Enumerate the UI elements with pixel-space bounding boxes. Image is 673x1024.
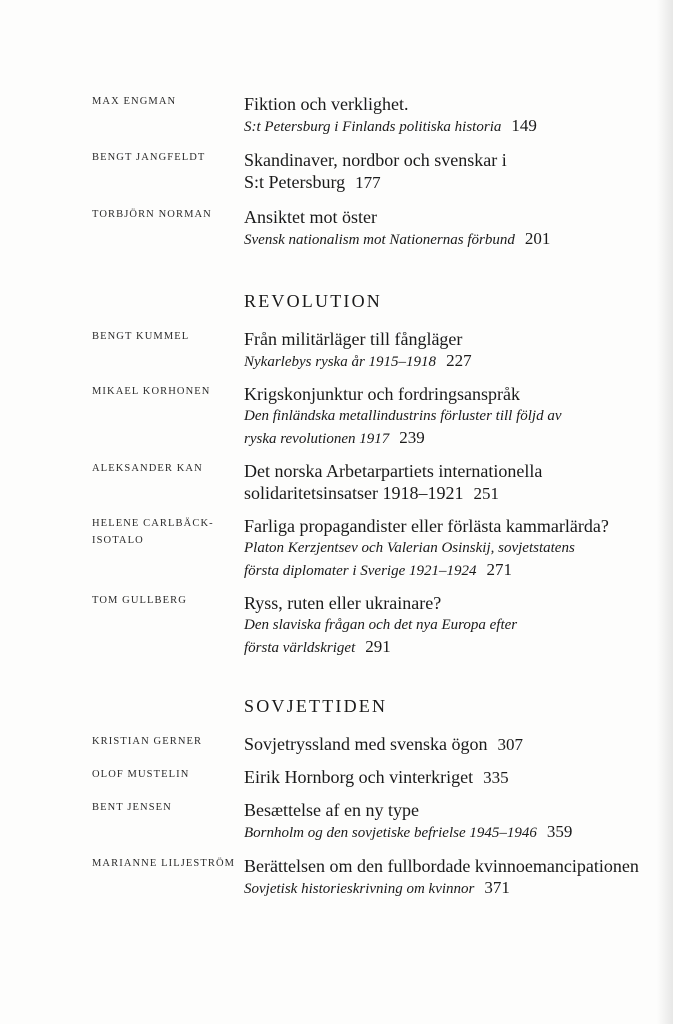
entry-author: BENGT JANGFELDT <box>92 152 206 163</box>
entry-page-number: 271 <box>486 560 512 579</box>
entry-author: OLOF MUSTELIN <box>92 769 190 780</box>
entry-page-number: 371 <box>484 878 510 897</box>
entry-title: Krigskonjunktur och fordringsanspråk <box>244 384 520 404</box>
entry-title: Från militärläger till fångläger <box>244 329 463 349</box>
entry-author-line2: ISOTALO <box>92 535 144 546</box>
entry-author: TOM GULLBERG <box>92 595 187 606</box>
entry-title: Berättelsen om den fullbordade kvinnoemancipationen <box>244 856 639 876</box>
entry-subtitle: Svensk nationalism mot Nationernas förbund <box>244 232 515 248</box>
entry-title: Fiktion och verklighet. <box>244 94 409 114</box>
entry-title-line2: S:t Petersburg <box>244 172 346 192</box>
entry-subtitle: Sovjetisk historieskrivning om kvinnor <box>244 881 475 897</box>
entry-page-number: 239 <box>399 428 425 447</box>
entry-page-number: 335 <box>483 768 509 787</box>
entry-subtitle: Den slaviska frågan och det nya Europa efter <box>244 617 518 633</box>
entry-title: Eirik Hornborg och vinterkriget <box>244 767 474 787</box>
entry-author: BENGT KUMMEL <box>92 331 190 342</box>
entry-author: MARIANNE LILJESTRÖM <box>92 858 236 869</box>
entry-page-number: 149 <box>511 116 537 135</box>
entry-author: ALEKSANDER KAN <box>92 463 203 474</box>
entry-author: KRISTIAN GERNER <box>92 736 203 747</box>
entry-subtitle-line2: första världskriget <box>244 640 356 656</box>
entry-subtitle-line2: ryska revolutionen 1917 <box>244 431 390 447</box>
entry-title: Farliga propagandister eller förlästa kammarlärda? <box>244 516 609 536</box>
entry-author: MIKAEL KORHONEN <box>92 386 211 397</box>
entry-page-number: 251 <box>473 484 499 503</box>
entry-title: Skandinaver, nordbor och svenskar i <box>244 150 507 170</box>
entry-title: Ansiktet mot öster <box>244 207 377 227</box>
entry-page-number: 177 <box>355 173 381 192</box>
entry-page-number: 359 <box>546 822 573 841</box>
entry-author <box>92 515 214 549</box>
entry-page-number: 201 <box>524 229 551 248</box>
entry-title: Det norska Arbetarpartiets internationella <box>244 461 543 481</box>
entry-subtitle: Den finländska metallindustrins förluster till följd av <box>244 408 562 424</box>
entry-page-number: 291 <box>365 637 391 656</box>
entry-author: BENT JENSEN <box>92 802 172 813</box>
entry-author-line1: HELENE CARLBÄCK- <box>92 518 214 529</box>
entry-page-number: 307 <box>497 735 523 754</box>
entry-subtitle: Platon Kerzjentsev och Valerian Osinskij, sovjetstatens <box>244 540 575 556</box>
entry-subtitle: S:t Petersburg i Finlands politiska historia <box>244 119 502 135</box>
entry-title: Sovjetryssland med svenska ögon <box>244 734 488 754</box>
entry-subtitle: Bornholm og den sovjetiske befrielse 1945–1946 <box>244 825 537 841</box>
section-heading-sovjettiden: SOVJETTIDEN <box>244 696 388 716</box>
entry-title: Ryss, ruten eller ukrainare? <box>244 593 442 613</box>
page-edge-shadow <box>657 0 673 1024</box>
entry-title-line2: solidaritetsinsatser 1918–1921 <box>244 483 464 503</box>
entry-subtitle: Nykarlebys ryska år 1915–1918 <box>244 354 437 370</box>
section-heading-revolution: REVOLUTION <box>244 291 382 311</box>
entry-author: MAX ENGMAN <box>92 96 177 107</box>
entry-subtitle-line2: första diplomater i Sverige 1921–1924 <box>244 563 477 579</box>
entry-page-number: 227 <box>446 351 472 370</box>
entry-title: Besættelse af en ny type <box>244 800 419 820</box>
entry-author: TORBJÖRN NORMAN <box>92 209 212 220</box>
